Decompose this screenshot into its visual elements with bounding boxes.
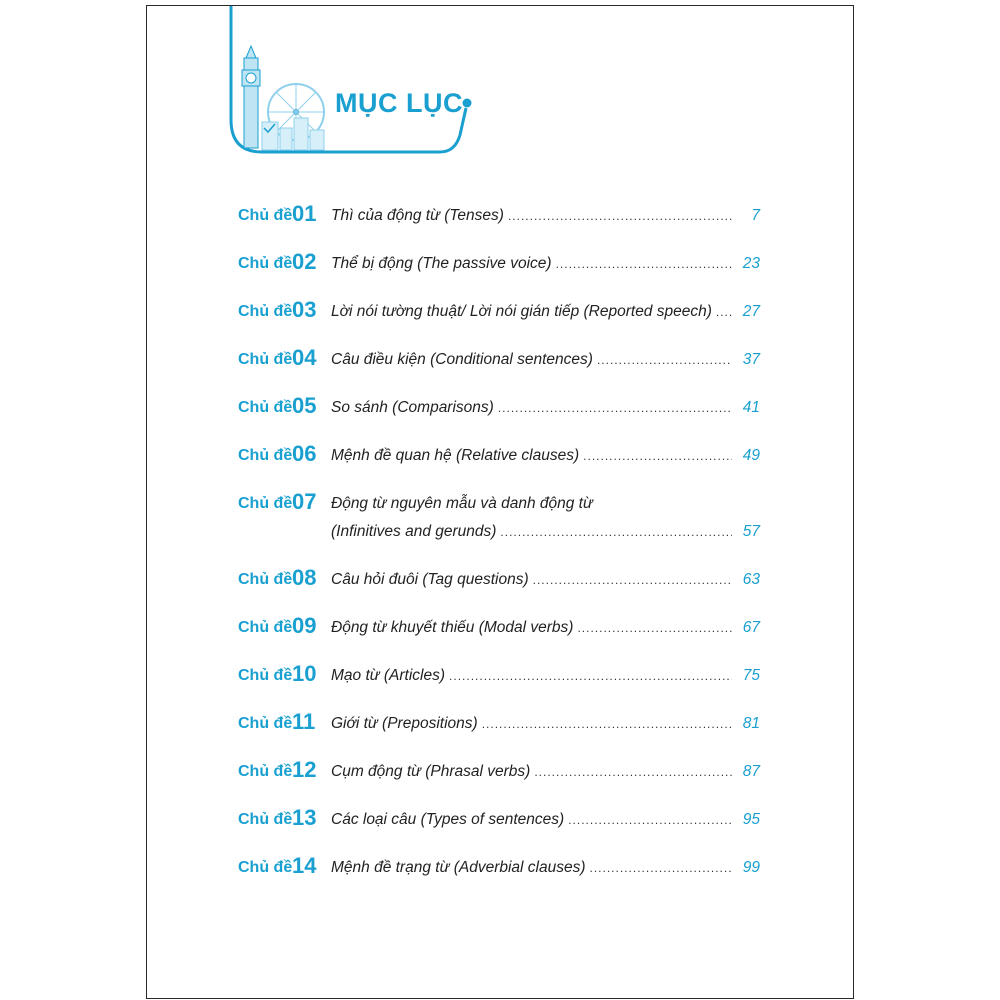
chapter-label: Chủ đề	[238, 399, 293, 416]
toc-entry[interactable]	[238, 709, 760, 741]
entry-line	[331, 763, 760, 781]
page-number: 63	[742, 571, 760, 588]
chapter-label: Chủ đề	[238, 763, 293, 780]
entry-title: Cụm động từ (Phrasal verbs)	[331, 763, 531, 780]
page-number: 41	[742, 399, 760, 416]
chapter-label: Chủ đề	[238, 303, 293, 320]
toc-entry[interactable]	[238, 249, 760, 281]
toc-entry[interactable]	[238, 613, 760, 645]
dot-leader	[583, 449, 732, 463]
chapter-label: Chủ đề	[238, 619, 293, 636]
dot-leader	[577, 621, 732, 635]
dot-leader	[482, 717, 732, 731]
chapter-number: 13	[292, 805, 317, 830]
toc-entry[interactable]	[238, 805, 760, 837]
entry-title: Động từ khuyết thiếu (Modal verbs)	[331, 619, 574, 636]
entry-line	[331, 351, 760, 369]
dot-leader	[590, 861, 732, 875]
chapter-label: Chủ đề	[238, 715, 293, 732]
chapter-label: Chủ đề	[238, 859, 293, 876]
entry-line	[331, 255, 760, 273]
entry-title: Câu hỏi đuôi (Tag questions)	[331, 571, 529, 588]
page-number: 27	[742, 303, 760, 320]
page-number: 81	[742, 715, 760, 732]
page-title: MỤC LỤC	[335, 88, 463, 118]
page-number: 75	[742, 667, 760, 684]
entry-title: So sánh (Comparisons)	[331, 399, 494, 416]
toc-entry[interactable]	[238, 489, 760, 540]
page-number: 67	[742, 619, 760, 636]
entry-title: Mệnh đề quan hệ (Relative clauses)	[331, 447, 580, 464]
page-number: 37	[742, 351, 760, 368]
chapter-label: Chủ đề	[238, 351, 293, 368]
entry-line	[331, 811, 760, 829]
chapter-number: 10	[292, 661, 317, 686]
entry-line	[331, 207, 760, 225]
chapter-number: 08	[292, 565, 317, 590]
toc-entry[interactable]	[238, 393, 760, 425]
chapter-label: Chủ đề	[238, 667, 293, 684]
chapter-number: 14	[292, 853, 317, 878]
chapter-number: 06	[292, 441, 317, 466]
entry-title: Câu điều kiện (Conditional sentences)	[331, 351, 593, 368]
toc-entry[interactable]	[238, 345, 760, 377]
chapter-number: 03	[292, 297, 317, 322]
dot-leader	[556, 257, 732, 271]
dot-leader	[498, 401, 732, 415]
page-number: 7	[751, 207, 760, 224]
entry-line	[331, 523, 760, 541]
toc-entry[interactable]	[238, 757, 760, 789]
entry-title: Mệnh đề trạng từ (Adverbial clauses)	[331, 859, 586, 876]
chapter-label: Chủ đề	[238, 571, 293, 588]
page-number: 49	[742, 447, 760, 464]
toc-entry[interactable]	[238, 661, 760, 693]
entry-title: Mạo từ (Articles)	[331, 667, 446, 684]
page-number: 87	[742, 763, 760, 780]
entry-line	[331, 619, 760, 637]
chapter-label: Chủ đề	[238, 811, 293, 828]
chapter-number: 09	[292, 613, 317, 638]
toc-entry[interactable]	[238, 565, 760, 597]
chapter-number: 11	[292, 709, 316, 734]
dot-leader	[534, 765, 732, 779]
entry-title: Các loại câu (Types of sentences)	[331, 811, 565, 828]
entry-title-continued: (Infinitives and gerunds)	[331, 523, 497, 540]
dot-leader	[568, 813, 732, 827]
entry-title: Lời nói tường thuật/ Lời nói gián tiếp (Reported speech)	[331, 303, 712, 320]
entry-title: Thể bị động (The passive voice)	[331, 255, 552, 272]
chapter-label: Chủ đề	[238, 495, 293, 512]
dot-leader	[500, 525, 732, 539]
entry-title: Thì của động từ (Tenses)	[331, 207, 504, 224]
chapter-number: 02	[292, 249, 317, 274]
entry-title: Động từ nguyên mẫu và danh động từ	[331, 495, 593, 512]
entry-line	[331, 303, 760, 321]
entry-line	[331, 715, 760, 733]
dot-leader	[508, 209, 732, 223]
entry-line	[331, 571, 760, 589]
entry-title: Giới từ (Prepositions)	[331, 715, 478, 732]
chapter-number: 01	[292, 201, 317, 226]
chapter-label: Chủ đề	[238, 255, 293, 272]
chapter-number: 04	[292, 345, 317, 370]
toc-entry[interactable]	[238, 853, 760, 885]
chapter-number: 12	[292, 757, 317, 782]
toc-entry[interactable]	[238, 441, 760, 473]
entry-line	[331, 447, 760, 465]
entry-line	[331, 667, 760, 685]
page-number: 57	[742, 523, 760, 540]
page-number: 23	[742, 255, 760, 272]
chapter-label: Chủ đề	[238, 207, 293, 224]
entry-line	[331, 859, 760, 877]
dot-leader	[716, 305, 732, 319]
toc-entry[interactable]	[238, 201, 760, 233]
page-number: 95	[742, 811, 760, 828]
page-number: 99	[742, 859, 760, 876]
dot-leader	[449, 669, 732, 683]
chapter-number: 05	[292, 393, 317, 418]
chapter-label: Chủ đề	[238, 447, 293, 464]
dot-leader	[533, 573, 732, 587]
chapter-number: 07	[292, 489, 317, 514]
toc-entry[interactable]	[238, 297, 760, 329]
entry-line	[331, 399, 760, 417]
dot-leader	[597, 353, 732, 367]
